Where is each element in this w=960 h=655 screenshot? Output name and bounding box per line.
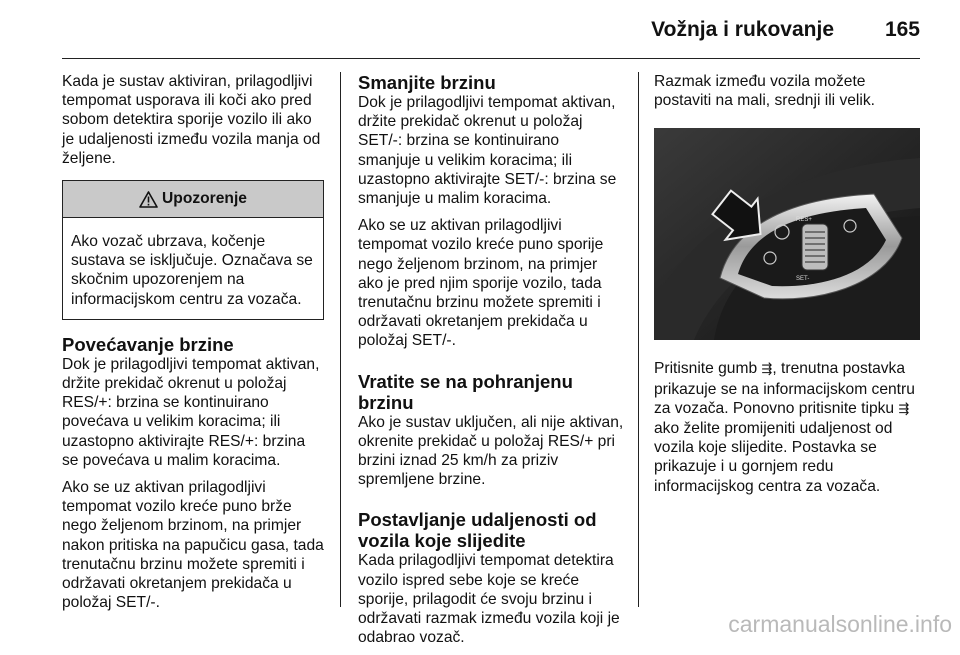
steering-wheel-controls-photo [654,128,920,340]
page-title: Vožnja i rukovanje [651,18,834,41]
warning-text: Ako vozač ubrzava, kočenje sustava se isključuje. Označava se skočnim upozorenjem na informacijskom centru za vozača. [71,233,313,308]
set-label: SET- [796,276,810,283]
column-left [62,72,324,620]
distance-button-icon: ⇶ [898,401,910,417]
warning-title: Upozorenje [162,190,247,208]
distance-button-icon: ⇶ [761,362,773,378]
paragraph: Ako je sustav uključen, ali nije aktivan, okrenite prekidač u položaj RES/+ pri brzini iznad 25 km/h za priziv spremljene brzine. [358,413,624,489]
paragraph: Kada prilagodljivi tempomat detektira vozilo ispred sebe koje se kreće sporije, prilagodit će svoju brzinu i održavati razmak između vozila koji je odabrao vozač. [358,552,620,647]
warning-box [62,180,324,320]
column-right [654,72,922,504]
warning-header [63,181,323,218]
intro-paragraph: Kada je sustav aktiviran, prilagodljivi tempomat usporava ili koči ako pred sobom detektira sporije vozilo ili ako je udaljenosti između vozila manja od željene. [62,73,321,167]
section-heading-increase: Povećavanje brzine [62,333,234,355]
page-number: 165 [884,18,920,41]
paragraph: Dok je prilagodljivi tempomat aktivan, držite prekidač okrenut u položaj RES/+: brzina se kontinuirano povećava u velikim koracima; ili uzastopno aktivirajte RES/+: brzina se povećava u malim koracima. [62,355,320,469]
page-header [640,14,920,48]
watermark: carmanualsonline.info [728,611,952,637]
paragraph: Razmak između vozila možete postaviti na mali, srednji ili velik. [654,73,875,110]
header-rule [62,58,920,59]
paragraph: Ako se uz aktivan prilagodljivi tempomat vozilo kreće puno sporije nego željenom brzinom, na primjer ako je pred njim sporije vozilo, tada trenutačnu brzinu možete spremiti i održavati okretanjem prekidača u položaj SET/-. [358,217,604,350]
paragraph: Pritisnite gumb ⇶, trenutna postavka prikazuje se na informacijskom centru za vozača. Ponovno pritisnite tipku ⇶ ako želite promijeniti udaljenost od vozila koje slijedite. Postavka se prikazuje i u gornjem redu informacijskog centra za vozača. [654,360,915,495]
column-middle [358,72,624,655]
paragraph: Ako se uz aktivan prilagodljivi tempomat vozilo kreće puno brže nego željenom brzinom, na primjer nakon pritiska na papučicu gasa, tada trenutačnu brzinu možete spremiti i održavati okretanjem prekidača u položaj SET/-. [62,479,324,612]
warning-triangle-icon [139,191,158,208]
section-heading-decrease: Smanjite brzinu [358,72,496,93]
column-divider [638,72,639,607]
res-label: RES+ [796,217,812,224]
warning-body [63,218,323,319]
section-heading-distance: Postavljanje udaljenosti od vozila koje slijedite [358,509,597,552]
paragraph: Dok je prilagodljivi tempomat aktivan, držite prekidač okrenut u položaj SET/-: brzina se kontinuirano smanjuje u velikim koracima; ili uzastopno aktivirajte SET/-: brzina se smanjuje u malim koracima. [358,94,617,208]
column-divider [340,72,341,607]
section-heading-resume: Vratite se na pohranjenu brzinu [358,370,573,413]
